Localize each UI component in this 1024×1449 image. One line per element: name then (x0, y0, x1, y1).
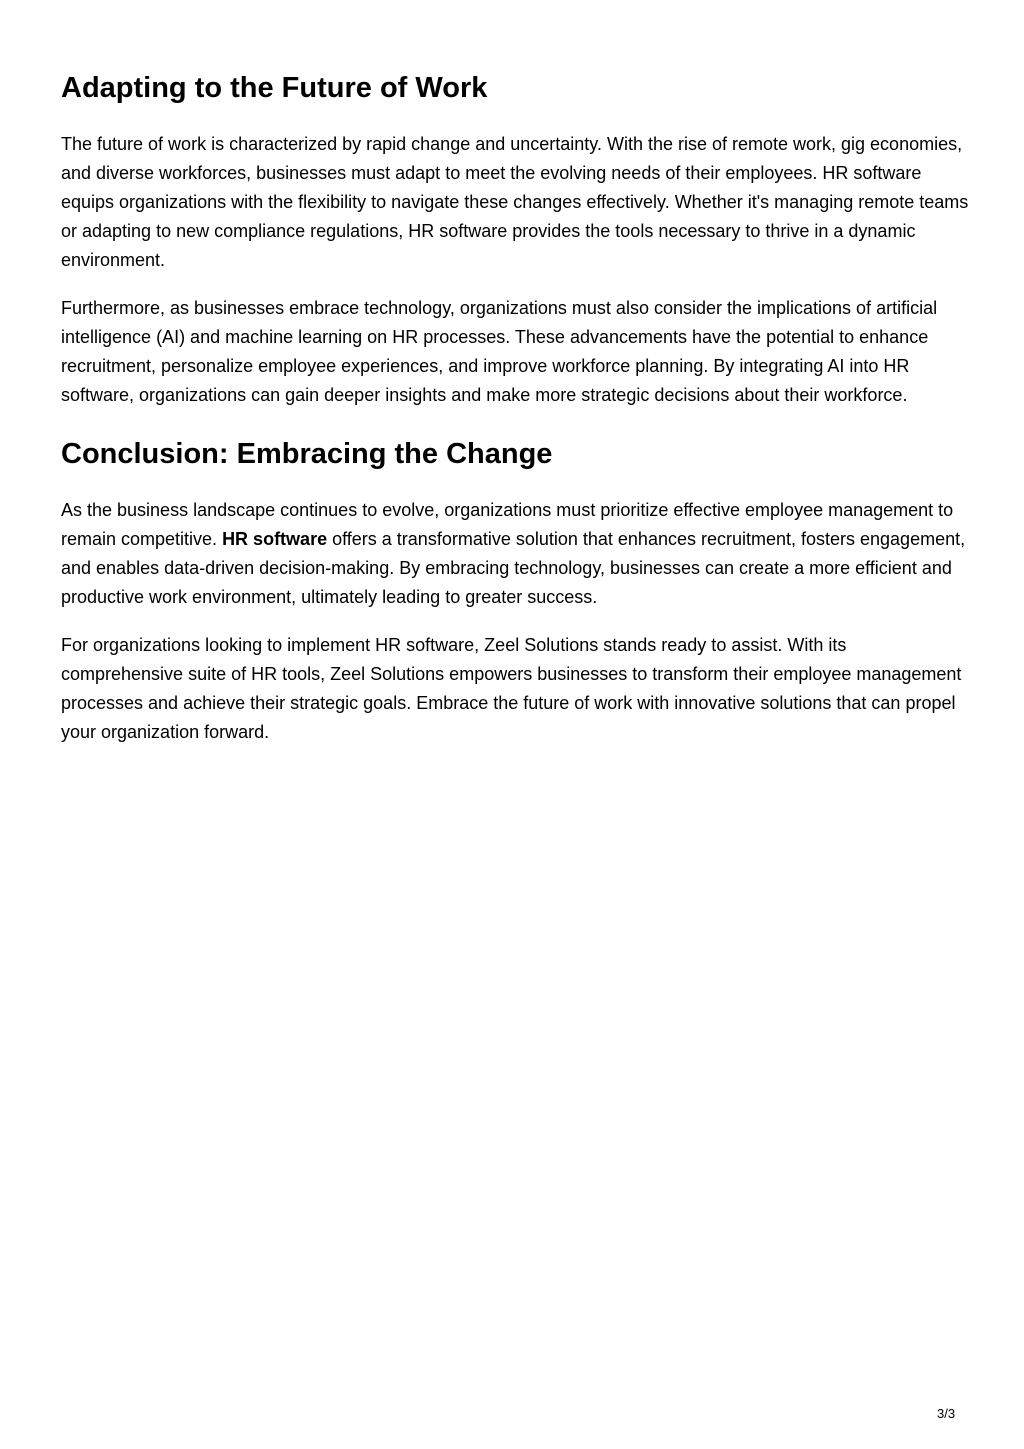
paragraph-zeel-solutions: For organizations looking to implement HR software, Zeel Solutions stands ready to assist. With its comprehensive suite of HR tools, Zeel Solutions empowers businesses to transform their employee management processes and achieve their strategic goals. Embrace the future of work with innovative solutions that can propel your organization forward. (61, 635, 962, 742)
section-heading-conclusion: Conclusion: Embracing the Change (61, 438, 553, 470)
document-body (61, 68, 971, 766)
paragraph-future-of-work: The future of work is characterized by rapid change and uncertainty. With the rise of remote work, gig economies, and diverse workforces, businesses must adapt to meet the evolving needs of their employees. HR software equips organizations with the flexibility to navigate these changes effectively. Whether it's managing remote teams or adapting to new compliance regulations, HR software provides the tools necessary to thrive in a dynamic environment. (61, 134, 969, 270)
hr-software-link-text: HR software (222, 529, 328, 549)
section-heading-future-of-work: Adapting to the Future of Work (61, 72, 488, 104)
conclusion-text-after: offers a transformative solution that enhances recruitment, fosters engagement, and enables data-driven decision-making. By embracing technology, businesses can create a more efficient and productive work environment, ultimately leading to greater success. (61, 529, 966, 607)
paragraph-conclusion (61, 496, 971, 612)
paragraph-ai-implications: Furthermore, as businesses embrace technology, organizations must also consider the implications of artificial intelligence (AI) and machine learning on HR processes. These advancements have the potential to enhance recruitment, personalize employee experiences, and improve workforce planning. By integrating AI into HR software, organizations can gain deeper insights and make more strategic decisions about their workforce. (61, 298, 938, 405)
page-number: 3/3 (937, 1406, 956, 1421)
conclusion-text-before: As the business landscape continues to evolve, organizations must prioritize effective employee management to remain competitive. (61, 500, 954, 549)
